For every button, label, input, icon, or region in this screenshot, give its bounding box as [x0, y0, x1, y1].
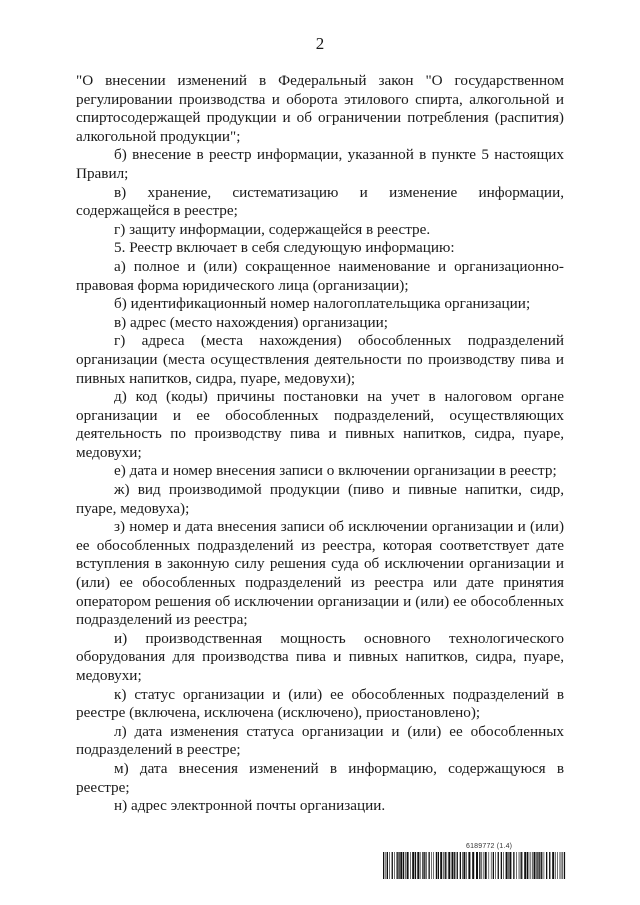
paragraph-item-v: в) хранение, систематизацию и изменение информации, содержащейся в реестре;: [76, 183, 564, 220]
paragraph-item-n: н) адрес электронной почты организации.: [114, 797, 386, 815]
paragraph-item-i: и) производственная мощность основного технологического оборудования для производства пива и пивных напитков, сидра, пуаре, медовухи;: [76, 629, 564, 684]
paragraph-item-a: а) полное и (или) сокращенное наименование и организационно-правовая форма юридического лица (организации);: [76, 257, 564, 294]
paragraph-law-title-continuation: "О внесении изменений в Федеральный закон "О государственном регулировании производства и оборота этилового спирта, алкогольной и спиртосодержащей продукции и об ограничении потребления (распития) алкогольной продукции";: [76, 72, 564, 145]
paragraph-item-e: е) дата и номер внесения записи о включении организации в реестр;: [114, 462, 557, 480]
paragraph-item-l: л) дата изменения статуса организации и (или) ее обособленных подразделений в реестре;: [76, 722, 564, 759]
document-body: [76, 72, 564, 816]
paragraph-item-b: б) внесение в реестр информации, указанной в пункте 5 настоящих Правил;: [76, 146, 564, 182]
paragraph-item-b-inn: б) идентификационный номер налогоплательщика организации;: [114, 295, 531, 313]
paragraph-item-m: м) дата внесения изменений в информацию, содержащуюся в реестре;: [76, 759, 564, 796]
paragraph-item-z: з) номер и дата внесения записи об исключении организации и (или) ее обособленных подразделений из реестра, которая соответствует дате вступления в законную силу решения суда об исключении организации и (или) ее обособленных подразделений из реестра или дате принятия оператором решения об исключении организации и (или) ее обособленных подразделений из реестра;: [76, 518, 564, 629]
page-number: 2: [315, 34, 325, 53]
barcode-icon: [383, 852, 567, 879]
paragraph-item-g-branches: г) адреса (места нахождения) обособленных подразделений организации (места осуществления деятельности по производству пива и пивных напитков, сидра, пуаре, медовухи);: [76, 332, 564, 387]
paragraph-item-d: д) код (коды) причины постановки на учет в налоговом органе организации и ее обособленных подразделений, осуществляющих деятельность по производству пива и пивных напитков, сидра, пуаре, медовухи;: [76, 388, 564, 461]
paragraph-item-v-address: в) адрес (место нахождения) организации;: [114, 313, 389, 331]
paragraph-item-zh: ж) вид производимой продукции (пиво и пивные напитки, сидр, пуаре, медовуха);: [76, 481, 564, 517]
paragraph-section-5: 5. Реестр включает в себя следующую информацию:: [114, 239, 455, 257]
paragraph-item-g: г) защиту информации, содержащейся в реестре.: [114, 220, 431, 238]
document-footer-code: 6189772 (1.4): [466, 843, 513, 850]
paragraph-item-k: к) статус организации и (или) ее обособленных подразделений в реестре (включена, исключена (исключено), приостановлено);: [76, 685, 564, 722]
